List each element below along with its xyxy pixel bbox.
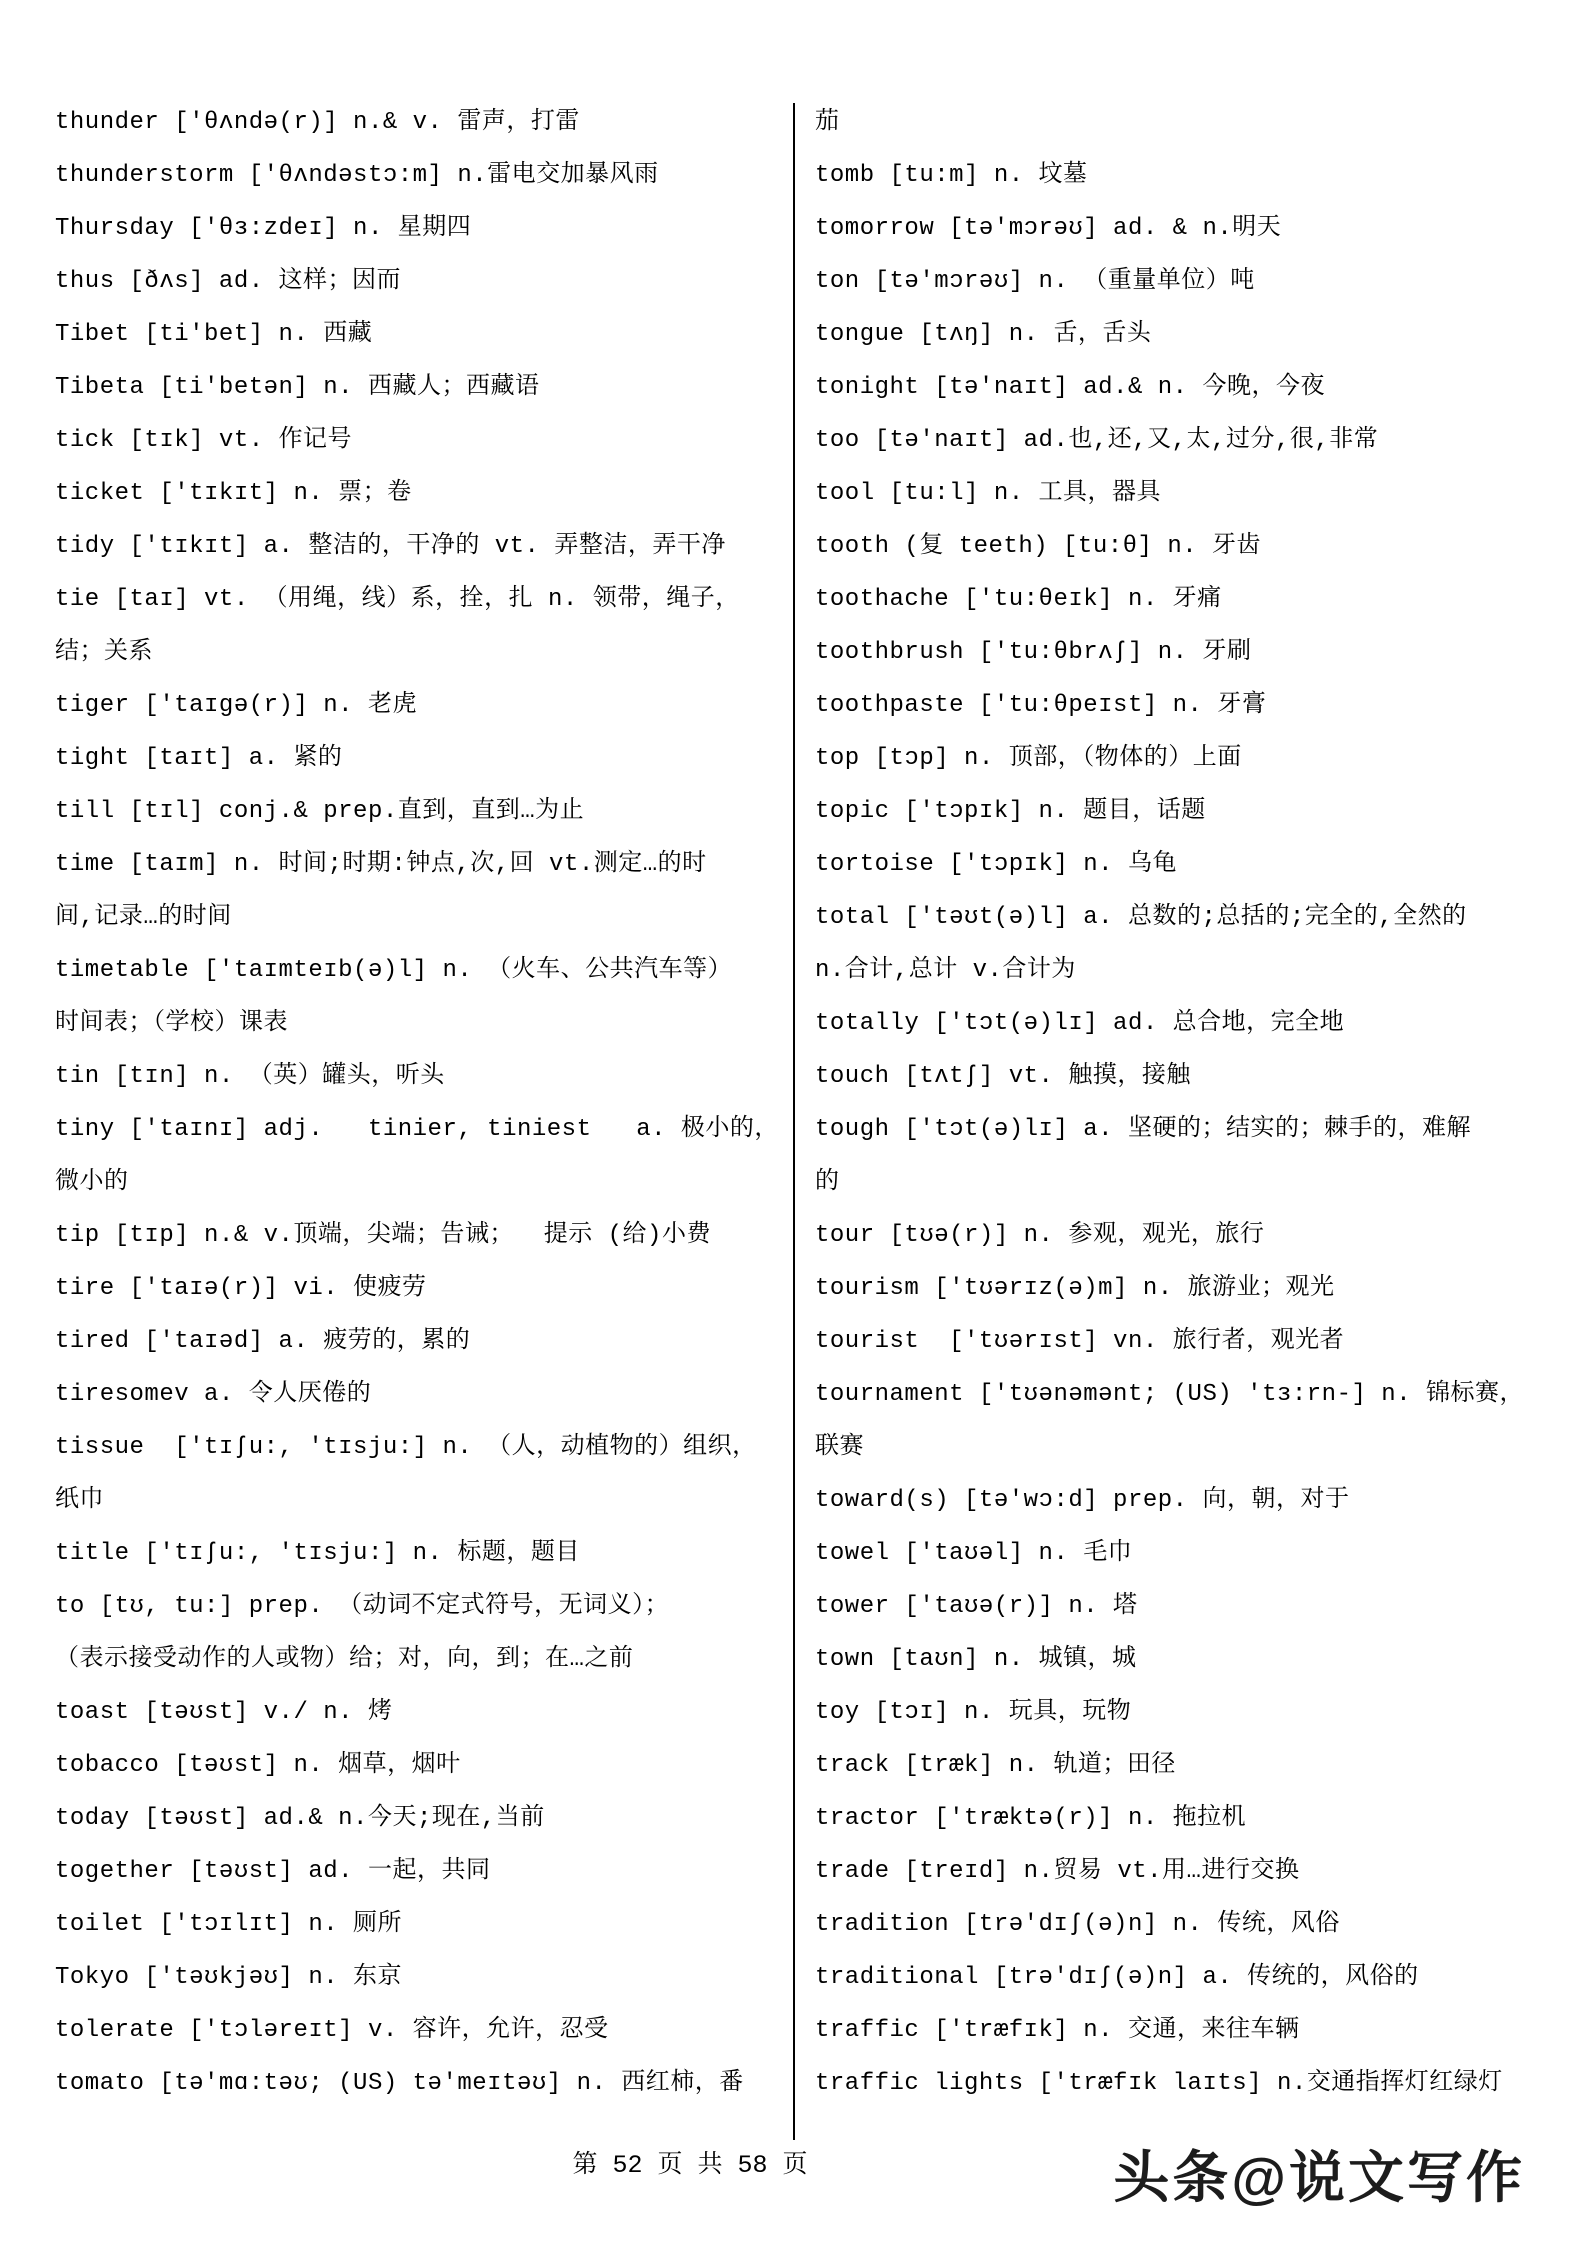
dictionary-line: traffic lights ['træfɪk laɪts] n.交通指挥灯红绿灯: [815, 2070, 1503, 2097]
dictionary-line: tired ['taɪəd] a. 疲劳的，累的: [55, 1328, 471, 1355]
dictionary-line: 时间表；（学校）课表: [55, 1010, 288, 1037]
dictionary-line: tour [tʊə(r)] n. 参观，观光，旅行: [815, 1222, 1265, 1249]
dictionary-line: tournament ['tʊənəmənt; (US) 'tɜ:rn-] n. 锦标赛，: [815, 1381, 1524, 1408]
dictionary-line: total ['təʊt(ə)l] a. 总数的;总括的;完全的,全然的: [815, 904, 1467, 931]
dictionary-line: tie [taɪ] vt. （用绳，线）系，拴，扎 n. 领带，绳子，: [55, 586, 740, 613]
dictionary-line: tradition [trə'dɪʃ(ə)n] n. 传统，风俗: [815, 1911, 1340, 1938]
dictionary-line: toast [təʊst] v./ n. 烤: [55, 1699, 393, 1726]
dictionary-line: 微小的: [55, 1169, 129, 1196]
dictionary-line: too [tə'naɪt] ad.也,还,又,太,过分,很,非常: [815, 427, 1379, 454]
dictionary-line: 茄: [815, 109, 840, 136]
dictionary-line: title ['tɪʃu:, 'tɪsju:] n. 标题，题目: [55, 1540, 580, 1567]
dictionary-line: Thursday ['θɜ:zdeɪ] n. 星期四: [55, 215, 472, 242]
dictionary-line: Tibet [ti'bet] n. 西藏: [55, 321, 373, 348]
dictionary-line: ticket ['tɪkɪt] n. 票；卷: [55, 480, 412, 507]
dictionary-line: tourist ['tʊərɪst] vn. 旅行者，观光者: [815, 1328, 1345, 1355]
dictionary-line: 的: [815, 1169, 840, 1196]
dictionary-line: thus [ðʌs] ad. 这样；因而: [55, 268, 402, 295]
dictionary-line: tiny ['taɪnɪ] adj. tinier, tiniest a. 极小的，: [55, 1116, 779, 1143]
dictionary-line: toothbrush ['tu:θbrʌʃ] n. 牙刷: [815, 639, 1252, 666]
dictionary-line: today [təʊst] ad.& n.今天;现在,当前: [55, 1805, 545, 1832]
dictionary-line: tonight [tə'naɪt] ad.& n. 今晚，今夜: [815, 374, 1325, 401]
dictionary-line: tough ['tɔt(ə)lɪ] a. 坚硬的；结实的；棘手的，难解: [815, 1116, 1471, 1143]
dictionary-line: tower ['taʊə(r)] n. 塔: [815, 1593, 1138, 1620]
dictionary-line: tin [tɪn] n. （英）罐头，听头: [55, 1063, 445, 1090]
dictionary-line: tip [tɪp] n.& v.顶端，尖端；告诫； 提示 (给)小费: [55, 1222, 711, 1249]
dictionary-line: tractor ['træktə(r)] n. 拖拉机: [815, 1805, 1247, 1832]
dictionary-line: thunder ['θʌndə(r)] n.& v. 雷声，打雷: [55, 109, 580, 136]
dictionary-line: top [tɔp] n. 顶部，（物体的）上面: [815, 745, 1242, 772]
dictionary-line: touch [tʌtʃ] vt. 触摸，接触: [815, 1063, 1191, 1090]
left-column: [55, 96, 790, 2110]
dictionary-line: together [təʊst] ad. 一起，共同: [55, 1858, 491, 1885]
dictionary-line: totally ['tɔt(ə)lɪ] ad. 总合地，完全地: [815, 1010, 1345, 1037]
dictionary-line: tire ['taɪə(r)] vi. 使疲劳: [55, 1275, 427, 1302]
dictionary-line: traffic ['træfɪk] n. 交通，来往车辆: [815, 2017, 1300, 2044]
dictionary-line: Tibeta [ti'betən] n. 西藏人；西藏语: [55, 374, 540, 401]
dictionary-line: tomato [tə'mɑ:təʊ; (US) tə'meɪtəʊ] n. 西红柿，番: [55, 2070, 744, 2097]
dictionary-line: to [tʊ, tu:] prep. （动词不定式符号，无词义）；: [55, 1593, 670, 1620]
dictionary-line: n.合计,总计 v.合计为: [815, 957, 1076, 984]
dictionary-line: toothache ['tu:θeɪk] n. 牙痛: [815, 586, 1222, 613]
dictionary-line: tight [taɪt] a. 紧的: [55, 745, 343, 772]
dictionary-line: timetable ['taɪmteɪb(ə)l] n. （火车、公共汽车等）: [55, 957, 733, 984]
dictionary-line: town [taʊn] n. 城镇，城: [815, 1646, 1137, 1673]
dictionary-line: tourism ['tʊərɪz(ə)m] n. 旅游业；观光: [815, 1275, 1335, 1302]
page-number-footer: 第 52 页 共 58 页: [572, 2151, 808, 2180]
dictionary-line: towel ['taʊəl] n. 毛巾: [815, 1540, 1133, 1567]
right-column: [815, 96, 1585, 2110]
dictionary-line: track [træk] n. 轨道；田径: [815, 1752, 1176, 1779]
dictionary-line: traditional [trə'dɪʃ(ə)n] a. 传统的，风俗的: [815, 1964, 1419, 1991]
dictionary-line: tolerate ['tɔləreɪt] v. 容许，允许，忍受: [55, 2017, 609, 2044]
dictionary-line: tobacco [təʊst] n. 烟草，烟叶: [55, 1752, 461, 1779]
dictionary-line: toy [tɔɪ] n. 玩具，玩物: [815, 1699, 1132, 1726]
column-divider: [793, 103, 795, 2140]
dictionary-line: toothpaste ['tu:θpeɪst] n. 牙膏: [815, 692, 1267, 719]
dictionary-line: tool [tu:l] n. 工具，器具: [815, 480, 1162, 507]
dictionary-line: tiresomev a. 令人厌倦的: [55, 1381, 372, 1408]
dictionary-line: tomorrow [tə'mɔrəʊ] ad. & n.明天: [815, 215, 1282, 242]
watermark: 头条@说文写作: [1113, 2146, 1525, 2209]
dictionary-line: 联赛: [815, 1434, 864, 1461]
dictionary-line: tidy ['tɪkɪt] a. 整洁的，干净的 vt. 弄整洁，弄干净: [55, 533, 726, 560]
dictionary-line: ton [tə'mɔrəʊ] n. （重量单位）吨: [815, 268, 1255, 295]
dictionary-line: tiger ['taɪgə(r)] n. 老虎: [55, 692, 417, 719]
dictionary-line: toward(s) [tə'wɔ:d] prep. 向，朝，对于: [815, 1487, 1350, 1514]
dictionary-line: 结；关系: [55, 639, 153, 666]
dictionary-line: time [taɪm] n. 时间;时期:钟点,次,回 vt.测定…的时: [55, 851, 707, 878]
dictionary-line: 纸巾: [55, 1487, 104, 1514]
dictionary-line: （表示接受动作的人或物）给；对，向，到；在…之前: [55, 1646, 634, 1673]
dictionary-line: tortoise ['tɔpɪk] n. 乌龟: [815, 851, 1177, 878]
dictionary-line: tongue [tʌŋ] n. 舌，舌头: [815, 321, 1152, 348]
dictionary-line: tooth (复 teeth) [tu:θ] n. 牙齿: [815, 533, 1262, 560]
dictionary-line: trade [treɪd] n.贸易 vt.用…进行交换: [815, 1858, 1300, 1885]
dictionary-line: till [tɪl] conj.& prep.直到，直到…为止: [55, 798, 585, 825]
dictionary-line: toilet ['tɔɪlɪt] n. 厕所: [55, 1911, 403, 1938]
dictionary-line: Tokyo ['təʊkjəʊ] n. 东京: [55, 1964, 403, 1991]
dictionary-line: topic ['tɔpɪk] n. 题目，话题: [815, 798, 1206, 825]
dictionary-line: tissue ['tɪʃu:, 'tɪsju:] n. （人，动植物的）组织，: [55, 1434, 757, 1461]
dictionary-line: tomb [tu:m] n. 坟墓: [815, 162, 1088, 189]
dictionary-line: 间,记录…的时间: [55, 904, 232, 931]
dictionary-line: tick [tɪk] vt. 作记号: [55, 427, 353, 454]
dictionary-line: thunderstorm ['θʌndəstɔ:m] n.雷电交加暴风雨: [55, 162, 659, 189]
